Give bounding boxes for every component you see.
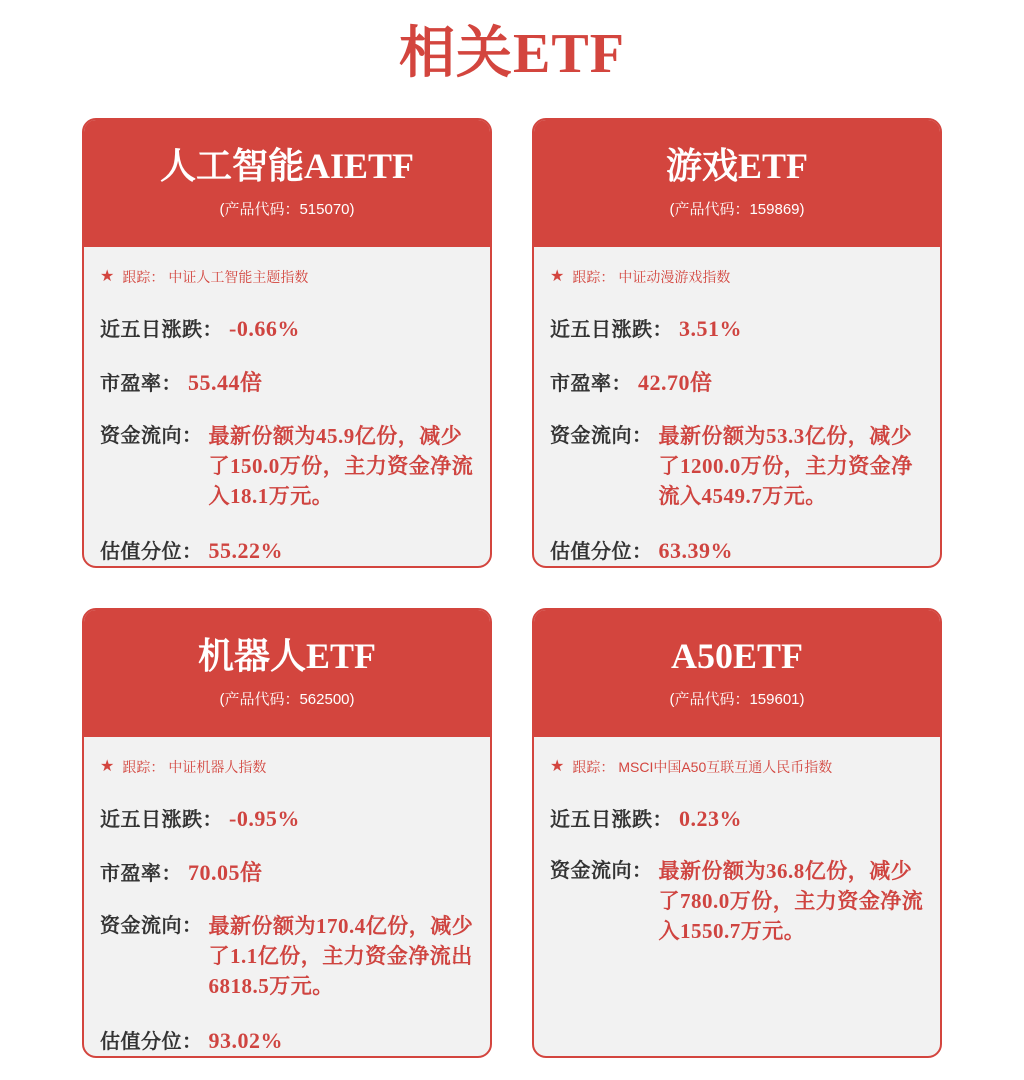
flow-value: 最新份额为36.8亿份，减少了780.0万份，主力资金净流入1550.7万元。 (658, 859, 924, 943)
valuation-row (100, 1025, 474, 1054)
pe-label: 市盈率： (550, 373, 632, 395)
card-body (534, 737, 940, 1056)
track-row (550, 267, 924, 287)
flow-row (550, 856, 924, 946)
pe-row (550, 366, 924, 397)
change5d-row (550, 803, 924, 832)
change5d-label: 近五日涨跌： (550, 319, 673, 341)
etf-product-code: (产品代码：159869) (669, 201, 805, 218)
change5d-value: 0.23% (679, 806, 742, 831)
flow-label: 资金流向： (100, 915, 203, 937)
flow-value: 最新份额为45.9亿份，减少了150.0万份，主力资金净流入18.1万元。 (208, 424, 474, 508)
change5d-value: 3.51% (679, 316, 742, 341)
etf-card-game (532, 118, 942, 568)
pe-row (100, 366, 474, 397)
flow-label: 资金流向： (100, 425, 203, 447)
etf-product-code: (产品代码：159601) (669, 691, 805, 708)
pe-value: 70.05倍 (188, 860, 263, 885)
track-label: 跟踪： (122, 759, 165, 775)
flow-row (550, 421, 924, 511)
card-body (84, 737, 490, 1058)
etf-title: 人工智能AIETF (159, 146, 415, 186)
etf-product-code: (产品代码：562500) (219, 691, 355, 708)
valuation-row (550, 535, 924, 564)
flow-label: 资金流向： (550, 425, 653, 447)
card-body (84, 247, 490, 568)
etf-card-aietf (82, 118, 492, 568)
etf-card-a50 (532, 608, 942, 1058)
flow-value: 最新份额为170.4亿份，减少了1.1亿份，主力资金净流出6818.5万元。 (208, 914, 474, 998)
change5d-label: 近五日涨跌： (550, 809, 673, 831)
page-title: 相关ETF (399, 23, 625, 85)
change5d-value: -0.95% (229, 806, 300, 831)
etf-product-code: (产品代码：515070) (219, 201, 355, 218)
star-icon: ★ (550, 758, 565, 775)
pe-value: 55.44倍 (188, 370, 263, 395)
track-row (100, 267, 474, 287)
change5d-label: 近五日涨跌： (100, 809, 223, 831)
valuation-value: 55.22% (208, 538, 283, 563)
pe-label: 市盈率： (100, 373, 182, 395)
change5d-row (550, 313, 924, 342)
change5d-value: -0.66% (229, 316, 300, 341)
star-icon: ★ (100, 758, 115, 775)
valuation-label: 估值分位： (100, 541, 203, 563)
pe-row (100, 856, 474, 887)
track-label: 跟踪： (572, 269, 615, 285)
change5d-row (100, 803, 474, 832)
pe-label: 市盈率： (100, 863, 182, 885)
etf-card-grid (0, 102, 1024, 1058)
valuation-row (100, 535, 474, 564)
track-index-name: MSCI中国A50互联互通人民币指数 (618, 759, 833, 775)
etf-title: A50ETF (670, 636, 803, 676)
flow-row (100, 911, 474, 1001)
valuation-value: 93.02% (208, 1028, 283, 1053)
track-index-name: 中证机器人指数 (168, 759, 267, 775)
valuation-label: 估值分位： (100, 1031, 203, 1053)
star-icon: ★ (100, 268, 115, 285)
pe-value: 42.70倍 (638, 370, 713, 395)
track-label: 跟踪： (122, 269, 165, 285)
card-header (84, 610, 490, 737)
valuation-label: 估值分位： (550, 541, 653, 563)
etf-title: 游戏ETF (665, 146, 808, 186)
track-index-name: 中证动漫游戏指数 (618, 269, 731, 285)
card-header (534, 120, 940, 247)
card-body (534, 247, 940, 568)
card-header (534, 610, 940, 737)
etf-card-robot (82, 608, 492, 1058)
card-header (84, 120, 490, 247)
flow-label: 资金流向： (550, 860, 653, 882)
track-row (550, 757, 924, 777)
change5d-label: 近五日涨跌： (100, 319, 223, 341)
valuation-value: 63.39% (658, 538, 733, 563)
track-index-name: 中证人工智能主题指数 (168, 269, 309, 285)
etf-title: 机器人ETF (197, 636, 376, 676)
track-row (100, 757, 474, 777)
star-icon: ★ (550, 268, 565, 285)
change5d-row (100, 313, 474, 342)
track-label: 跟踪： (572, 759, 615, 775)
flow-row (100, 421, 474, 511)
flow-value: 最新份额为53.3亿份，减少了1200.0万份，主力资金净流入4549.7万元。 (658, 424, 913, 508)
